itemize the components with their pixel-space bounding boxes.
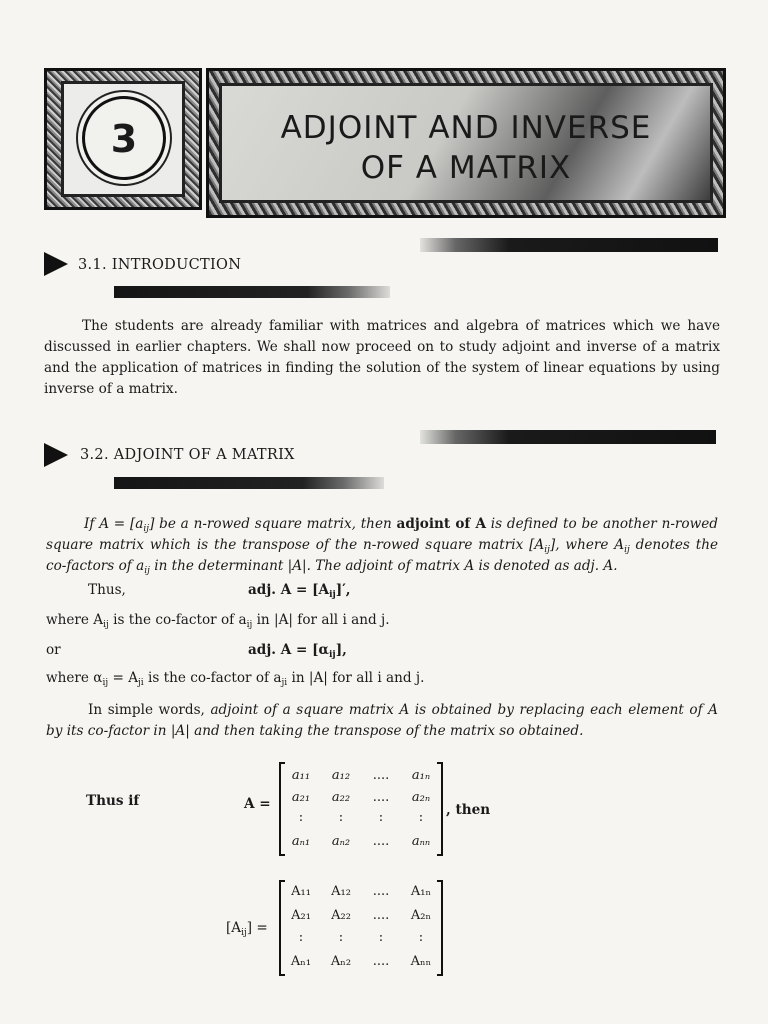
decorative-rule — [420, 238, 718, 252]
cofactor-matrix-label: $[A_{ij}]$ = — [226, 920, 268, 938]
matrix-a-cell: .... — [372, 768, 390, 783]
cofactor-matrix-cell: Aₙ₁ — [290, 954, 312, 969]
decorative-rule — [420, 430, 716, 444]
cofactor-matrix-cell: .... — [372, 954, 390, 969]
cofactor-matrix-cell: A₁₁ — [291, 884, 311, 899]
cofactor-matrix-cell: : — [418, 930, 424, 945]
matrix-a-cell: a₂₁ — [291, 790, 311, 805]
section-heading-adjoint: 3.2. ADJOINT OF A MATRIX — [80, 447, 295, 463]
cofactor-note-1: where $A_{ij}$ is the co-factor of $a_{ij}$ in |A| for all i and j. — [46, 612, 390, 630]
matrix-a-cell: aₙ₂ — [331, 834, 351, 849]
chapter-title-frame — [206, 68, 726, 218]
then-label: , then — [446, 802, 491, 818]
or-label: or — [46, 642, 61, 658]
matrix-a-cell: aₙₙ — [411, 834, 431, 849]
adjoint-equation-2: adj. $A = [\alpha_{ij}]$, — [248, 642, 347, 660]
chapter-title-panel — [219, 83, 713, 203]
cofactor-matrix-cell: Aₙ₂ — [330, 954, 352, 969]
matrix-a-cell: a₁₂ — [331, 768, 351, 783]
matrix-a-cell: : — [338, 810, 344, 825]
cofactor-matrix-cell: : — [378, 930, 384, 945]
matrix-a-cell: a₂ₙ — [411, 790, 431, 805]
cofactor-matrix-cell: A₂₁ — [291, 908, 311, 923]
cofactor-matrix-cell: Aₙₙ — [410, 954, 432, 969]
cofactor-matrix-cell: .... — [372, 908, 390, 923]
matrix-a — [279, 762, 443, 856]
chapter-title-line2: OF A MATRIX — [360, 150, 572, 186]
cofactor-matrix-cell: A₂₂ — [331, 908, 351, 923]
matrix-a-cell: : — [298, 810, 304, 825]
cofactor-matrix-cell: A₁ₙ — [410, 884, 432, 899]
cofactor-note-2: where $\alpha_{ij} = A_{ji}$ is the co-factor of $a_{ji}$ in |A| for all i and j. — [46, 670, 425, 688]
matrix-a-cell: a₁₁ — [291, 768, 311, 783]
thus-label: Thus, — [88, 582, 126, 598]
introduction-paragraph: The students are already familiar with matrices and algebra of matrices which we have discussed in earlier chapters. We shall now proceed on to study adjoint and inverse of a matrix and the application of matrices in finding the solution of the system of linear equations by using inverse of a matrix. — [44, 318, 720, 397]
matrix-a-cell: a₂₂ — [331, 790, 351, 805]
section-marker-icon — [44, 443, 68, 467]
matrix-a-cell: aₙ₁ — [291, 834, 311, 849]
thus-if-label: Thus if — [86, 793, 140, 809]
adjoint-term: adjoint of A — [396, 516, 487, 532]
chapter-number-panel — [61, 81, 185, 197]
cofactor-matrix — [279, 880, 443, 976]
matrix-a-label: A = — [244, 796, 271, 812]
section-marker-icon — [44, 252, 68, 276]
chapter-number: 3 — [110, 117, 138, 161]
cofactor-matrix-cell: : — [298, 930, 304, 945]
adjoint-equation-1: adj. $A = [A_{ij}]'$, — [248, 582, 351, 600]
matrix-a-cell: : — [418, 810, 424, 825]
simple-words-paragraph: In simple words, adjoint of a square matrix A is obtained by replacing each element of A by its co-factor in |A| and then taking the transpose of the matrix so obtained. — [46, 702, 718, 739]
chapter-number-circle — [82, 96, 166, 180]
decorative-rule — [114, 477, 384, 489]
adjoint-definition: If $A = [a_{ij}]$ be a n-rowed square matrix, then adjoint of A is defined to be another n-rowed square matrix which is the transpose of the n-rowed square matrix $[A_{ij}]$, where $A_{ij}$ denotes the co-factors of $a_{ij}$ in the determinant |A|. The adjoint of matrix A is denoted as adj. A. — [46, 516, 718, 576]
chapter-title — [222, 108, 710, 188]
chapter-title-line1: ADJOINT AND INVERSE — [280, 110, 652, 146]
matrix-a-cell: .... — [372, 834, 390, 849]
cofactor-matrix-cell: : — [338, 930, 344, 945]
decorative-rule — [114, 286, 390, 298]
cofactor-matrix-cell: A₁₂ — [331, 884, 351, 899]
matrix-a-cell: : — [378, 810, 384, 825]
cofactor-matrix-cell: A₂ₙ — [410, 908, 432, 923]
matrix-a-cell: a₁ₙ — [411, 768, 431, 783]
cofactor-matrix-cell: .... — [372, 884, 390, 899]
matrix-a-cell: .... — [372, 790, 390, 805]
section-heading-introduction: 3.1. INTRODUCTION — [78, 257, 242, 273]
chapter-number-frame — [44, 68, 202, 210]
